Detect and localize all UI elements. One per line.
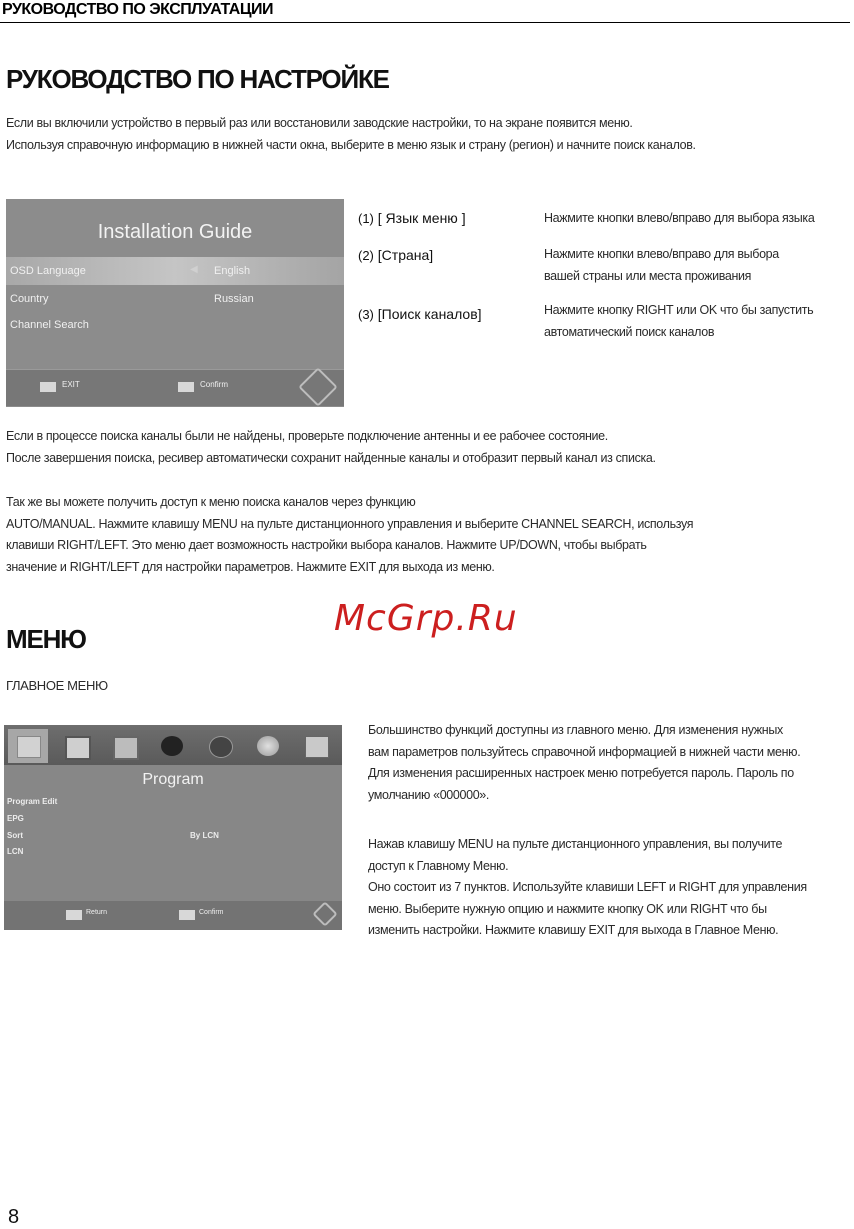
- return-key-icon: [66, 910, 82, 920]
- search-note-line: После завершения поиска, ресивер автоматически сохранит найденные каналы и отобразит первый канал из списка.: [6, 450, 656, 465]
- step-2-number: (2): [358, 248, 374, 263]
- page-number: 8: [8, 1206, 20, 1228]
- picture-icon: [65, 736, 91, 760]
- setup-intro-line: Используя справочную информацию в нижней части окна, выберите в меню язык и страну (регион) и начните поиск каналов.: [6, 137, 696, 152]
- osd-language-row: [6, 257, 344, 285]
- manual-note-line: значение и RIGHT/LEFT для настройки параметров. Нажмите EXIT для выхода из меню.: [6, 559, 495, 574]
- confirm-label: Confirm: [200, 380, 229, 389]
- gear-icon: [257, 736, 279, 756]
- step-3-number: (3): [358, 307, 374, 322]
- osd-language-key: OSD Language: [10, 265, 86, 277]
- install-footer: [6, 369, 344, 406]
- image-icon: [113, 736, 139, 760]
- page-header: [0, 0, 850, 23]
- menu-section-title: МЕНЮ: [6, 624, 86, 654]
- country-value: Russian: [214, 293, 254, 305]
- picture-tab: [56, 729, 96, 763]
- step-1-note: [544, 208, 814, 230]
- menu-footer: [4, 901, 342, 930]
- media-icon: [305, 736, 329, 758]
- menu-paragraph-line: меню. Выберите нужную опцию и нажмите кнопку OK или RIGHT что бы: [368, 901, 767, 916]
- step-1-number: (1): [358, 211, 374, 226]
- menu-paragraph-line: Большинство функций доступны из главного меню. Для изменения нужных: [368, 723, 783, 737]
- header-title: РУКОВОДСТВО ПО ЭКСПЛУАТАЦИИ: [2, 1, 274, 18]
- setup-section-title: РУКОВОДСТВО ПО НАСТРОЙКЕ: [6, 64, 389, 94]
- search-note-line: Если в процессе поиска каналы были не найдены, проверьте подключение антенны и ее рабочее состояние.: [6, 429, 608, 443]
- step-3-note-line: Нажмите кнопку RIGHT или OK что бы запустить: [544, 303, 814, 317]
- menu-paragraph-line: умолчанию «000000».: [368, 787, 490, 802]
- step-3-note-line: автоматический поиск каналов: [544, 324, 715, 339]
- menu-screen-title: Program: [142, 771, 204, 788]
- image-tab: [104, 729, 144, 763]
- manual-note-line: AUTO/MANUAL. Нажмите клавишу MENU на пульте дистанционного управления и выберите CHANNEL SEARCH, используя: [6, 516, 694, 531]
- watermark: McGrp.Ru: [334, 598, 518, 639]
- return-label: Return: [86, 909, 108, 916]
- menu-item: Sort: [7, 831, 23, 840]
- ok-key-icon: [178, 382, 194, 392]
- menu-item: EPG: [7, 814, 24, 823]
- menu-paragraph-line: изменить настройки. Нажмите клавишу EXIT для выхода в Главное Меню.: [368, 923, 779, 937]
- clock-icon: [161, 736, 183, 756]
- menu-section-subtitle: ГЛАВНОЕ МЕНЮ: [6, 678, 108, 693]
- step-1-note-line: Нажмите кнопки влево/вправо для выбора языка: [544, 211, 815, 225]
- step-2-text: [Страна]: [377, 247, 434, 263]
- main-menu-screenshot: [4, 725, 342, 930]
- manual-note-line: Так же вы можете получить доступ к меню поиска каналов через функцию: [6, 495, 416, 509]
- channel-search-row: [6, 311, 344, 339]
- menu-paragraph-line: доступ к Главному Меню.: [368, 858, 509, 873]
- globe-tab: [200, 729, 240, 763]
- search-notes: [6, 426, 656, 469]
- menu-paragraph-line: Оно состоит из 7 пунктов. Используйте клавиши LEFT и RIGHT для управления: [368, 880, 807, 894]
- confirm-label: Confirm: [199, 909, 224, 916]
- sort-value: By LCN: [190, 831, 219, 840]
- program-icon: [17, 736, 41, 758]
- channel-search-key: Channel Search: [10, 319, 89, 331]
- menu-paragraph-line: Для изменения расширенных настроек меню потребуется пароль. Пароль по: [368, 766, 794, 780]
- menu-paragraph-1: [368, 720, 800, 806]
- step-1-label: [358, 210, 466, 226]
- navigation-pad-icon: [298, 367, 338, 407]
- exit-label: EXIT: [62, 380, 80, 389]
- navigation-pad-icon: [312, 901, 337, 926]
- country-key: Country: [10, 293, 49, 305]
- step-3-label: [358, 306, 482, 322]
- setup-intro: [6, 113, 696, 156]
- menu-paragraph-line: Нажав клавишу MENU на пульте дистанционного управления, вы получите: [368, 837, 783, 851]
- step-3-note: [544, 300, 813, 343]
- install-screen-title: Installation Guide: [97, 221, 253, 243]
- step-3-text: [Поиск каналов]: [377, 306, 482, 322]
- step-2-note-line: Нажмите кнопки влево/вправо для выбора: [544, 247, 779, 261]
- setup-intro-line: Если вы включили устройство в первый раз или восстановили заводские настройки, то на экране появится меню.: [6, 116, 633, 130]
- program-tab: [8, 729, 48, 763]
- step-1-text: [ Язык меню ]: [377, 210, 466, 226]
- step-2-label: [358, 247, 433, 263]
- settings-tab: [248, 729, 288, 763]
- country-row: [6, 285, 344, 313]
- exit-key-icon: [40, 382, 56, 392]
- step-2-note: [544, 244, 779, 287]
- media-tab: [296, 729, 336, 763]
- time-tab: [152, 729, 192, 763]
- ok-key-icon: [179, 910, 195, 920]
- menu-paragraph-line: вам параметров пользуйтесь справочной информацией в нижней части меню.: [368, 744, 801, 759]
- menu-item: LCN: [7, 847, 24, 856]
- manual-notes: [6, 492, 693, 578]
- osd-language-value: English: [214, 265, 251, 277]
- installation-guide-screenshot: [6, 199, 344, 407]
- menu-paragraph-2: [368, 834, 807, 942]
- menu-item: Program Edit: [7, 797, 58, 806]
- manual-note-line: клавиши RIGHT/LEFT. Это меню дает возможность настройки выбора каналов. Нажмите UP/DOWN, чтобы выбрать: [6, 538, 647, 552]
- left-arrow-icon: ◀: [190, 264, 198, 275]
- step-2-note-line: вашей страны или места проживания: [544, 268, 752, 283]
- globe-icon: [209, 736, 233, 758]
